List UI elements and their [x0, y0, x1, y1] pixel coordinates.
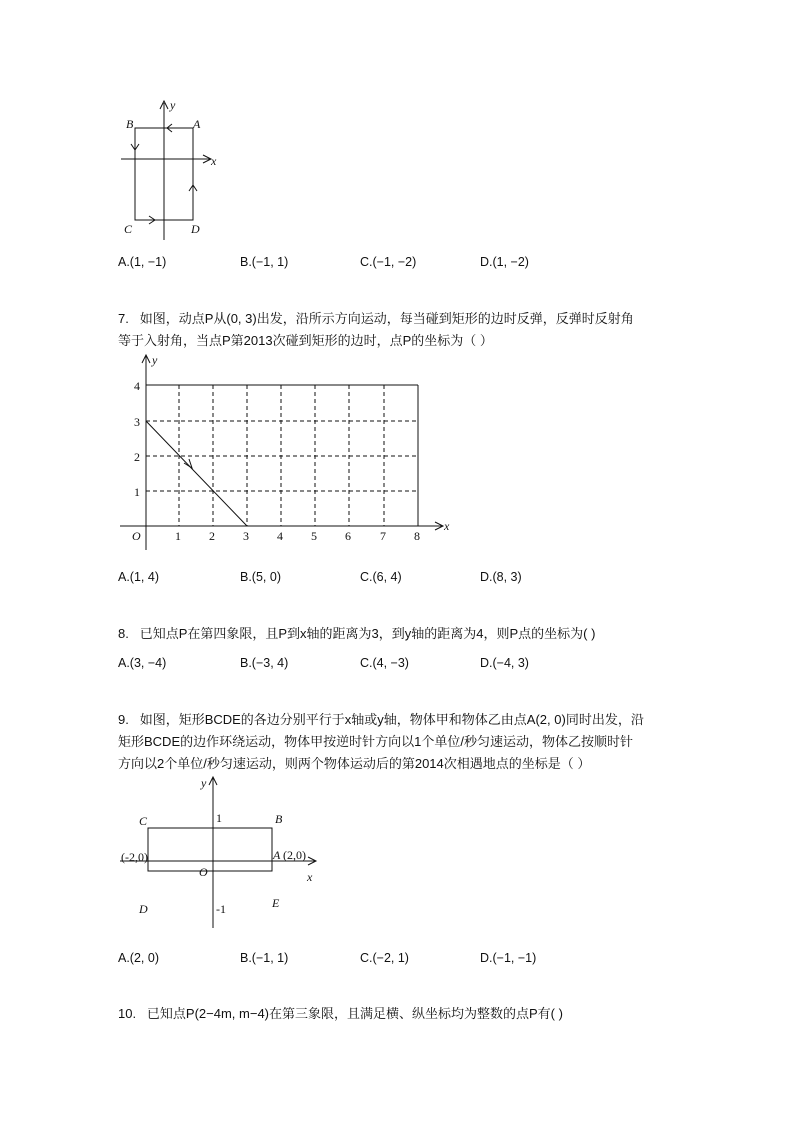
q6-label-x: x: [211, 154, 217, 168]
q7-y-tick-2: 2: [134, 450, 140, 464]
q9-rectangle-figure: [115, 773, 325, 933]
q7-x-tick-7: 7: [380, 529, 386, 543]
q6-label-a: A: [193, 117, 201, 131]
q9-label-minus-one: -1: [216, 902, 226, 916]
q6-label-d: D: [191, 222, 200, 236]
q7-origin-label: O: [132, 529, 141, 543]
q9-option-d[interactable]: D.(−1, −1): [480, 951, 537, 965]
q7-x-tick-2: 2: [209, 529, 215, 543]
q7-path-line: [146, 421, 247, 526]
q9-option-b[interactable]: B.(−1, 1): [240, 951, 289, 965]
q7-text-line1: 如图，动点P从(0, 3)出发，沿所示方向运动，每当碰到矩形的边时反弹，反弹时反射角: [139, 311, 634, 326]
q9-number: 9.: [118, 712, 129, 727]
q7-x-tick-4: 4: [277, 529, 283, 543]
q10-question: [118, 1003, 678, 1025]
q7-x-tick-8: 8: [414, 529, 420, 543]
q9-label-one: 1: [216, 811, 222, 825]
q8-option-d[interactable]: D.(−4, 3): [480, 656, 529, 670]
q7-y-tick-3: 3: [134, 415, 140, 429]
q8-number: 8.: [118, 626, 129, 641]
q6-label-c: C: [124, 222, 133, 236]
q8-option-c[interactable]: C.(4, −3): [360, 656, 409, 670]
q7-question: [118, 308, 678, 352]
q6-option-d[interactable]: D.(1, −2): [480, 255, 529, 269]
q8-option-b[interactable]: B.(−3, 4): [240, 656, 289, 670]
q7-x-tick-6: 6: [345, 529, 351, 543]
q9-label-a-coord: (2,0): [283, 848, 306, 862]
q9-label-left-coord: (-2,0): [121, 850, 148, 864]
q8-option-a[interactable]: A.(3, −4): [118, 656, 167, 670]
q10-text: 已知点P(2−4m, m−4)在第三象限，且满足横、纵坐标均为整数的点P有( ): [146, 1006, 563, 1021]
q7-x-label: x: [444, 519, 450, 533]
q7-option-b[interactable]: B.(5, 0): [240, 570, 281, 584]
q6-option-c[interactable]: C.(−1, −2): [360, 255, 417, 269]
q9-label-d: D: [139, 902, 148, 916]
q9-text-line2: 矩形BCDE的边作环绕运动，物体甲按逆时针方向以1个单位/秒匀速运动，物体乙按顺时针: [118, 734, 633, 749]
q7-x-tick-5: 5: [311, 529, 317, 543]
q9-label-e: E: [272, 896, 280, 910]
q6-label-b: B: [126, 117, 134, 131]
q9-option-c[interactable]: C.(−2, 1): [360, 951, 409, 965]
q7-option-d[interactable]: D.(8, 3): [480, 570, 522, 584]
q10-number: 10.: [118, 1006, 137, 1021]
q8-question: [118, 623, 678, 645]
q7-grid-figure: [120, 350, 460, 550]
q6-rectangle-figure: [115, 95, 225, 245]
q7-text-line2: 等于入射角，当点P第2013次碰到矩形的边时，点P的坐标为（ ）: [118, 333, 493, 348]
q9-label-x: x: [307, 870, 313, 884]
q6-label-y: y: [170, 98, 176, 112]
q7-y-tick-4: 4: [134, 379, 140, 393]
q7-option-a[interactable]: A.(1, 4): [118, 570, 159, 584]
q9-label-o: O: [199, 865, 208, 879]
q9-label-y: y: [201, 776, 207, 790]
q9-rectangle: [148, 828, 272, 871]
q9-text-line3: 方向以2个单位/秒匀速运动，则两个物体运动后的第2014次相遇地点的坐标是（ ）: [118, 756, 591, 771]
q9-label-c: C: [139, 814, 148, 828]
q8-text: 已知点P在第四象限，且P到x轴的距离为3，到y轴的距离为4，则P点的坐标为( ): [139, 626, 596, 641]
q9-option-a[interactable]: A.(2, 0): [118, 951, 159, 965]
q7-x-tick-1: 1: [175, 529, 181, 543]
q7-grid: [146, 385, 418, 526]
q7-y-tick-1: 1: [134, 485, 140, 499]
q7-option-c[interactable]: C.(6, 4): [360, 570, 402, 584]
q7-path-arrow: [184, 459, 192, 468]
q6-option-a[interactable]: A.(1, −1): [118, 255, 167, 269]
q9-label-a: A: [273, 848, 281, 862]
q7-y-label: y: [152, 353, 158, 367]
q7-number: 7.: [118, 311, 129, 326]
q9-label-b: B: [275, 812, 283, 826]
q7-x-tick-3: 3: [243, 529, 249, 543]
q6-option-b[interactable]: B.(−1, 1): [240, 255, 289, 269]
q9-text-line1: 如图，矩形BCDE的各边分别平行于x轴或y轴，物体甲和物体乙由点A(2, 0)同时出发，沿: [139, 712, 644, 727]
q9-question: [118, 709, 678, 775]
